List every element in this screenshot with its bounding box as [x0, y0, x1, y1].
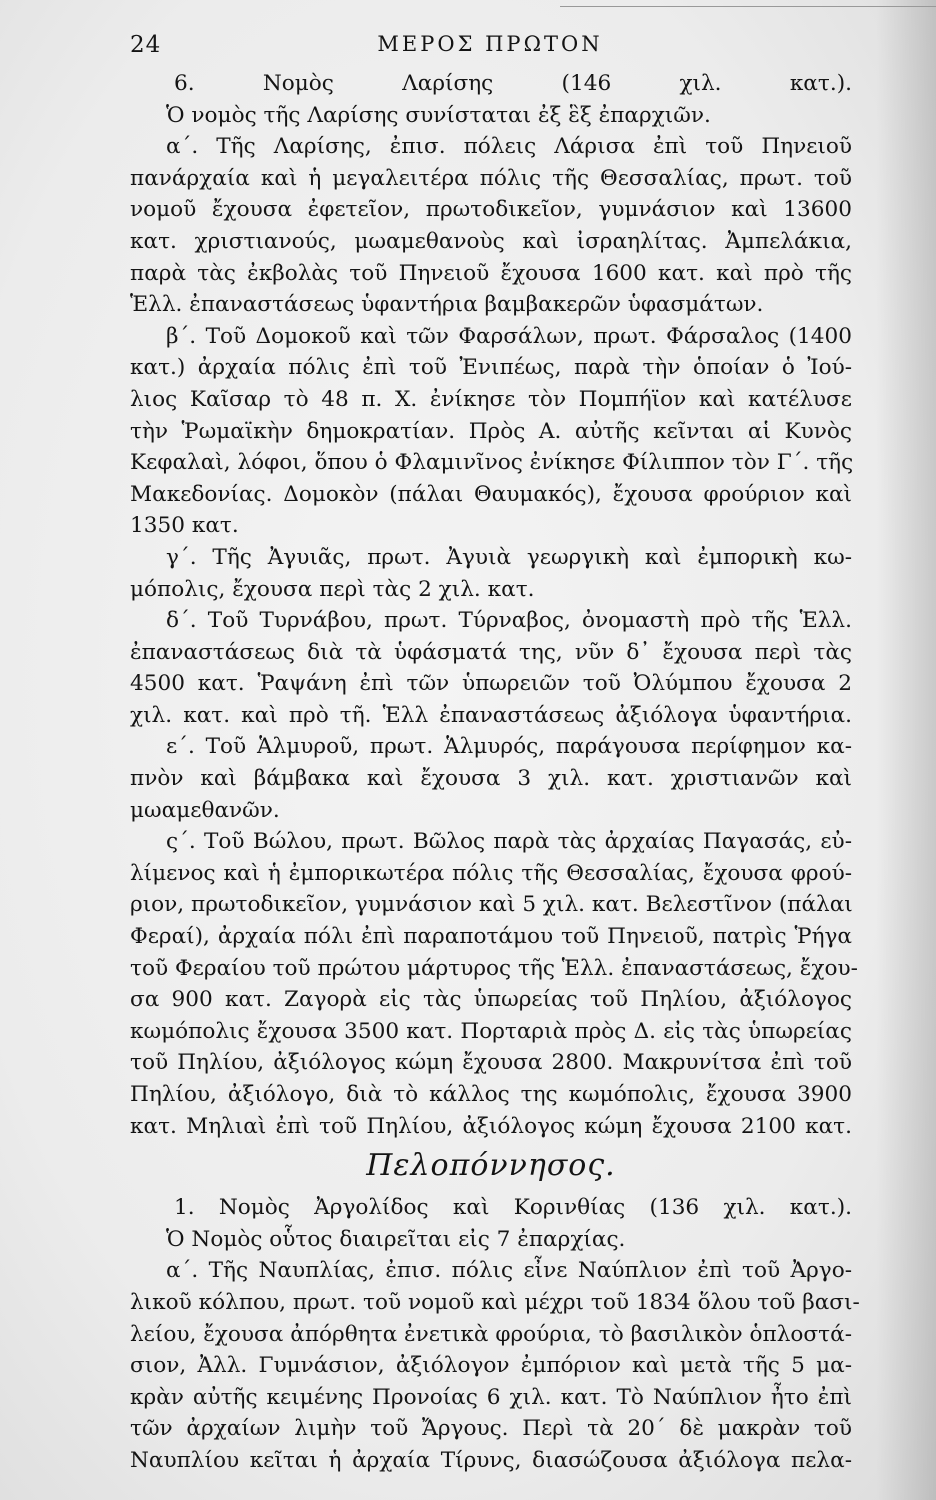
text-line: μωαμεθανῶν. [130, 797, 280, 823]
text-line: κατ. χριστιανούς, μωαμεθανοὺς καὶ ἰσραηλίτας. Ἀμπελάκια, [130, 228, 852, 254]
text-line: πανάρχαία καὶ ἡ μεγαλειτέρα πόλις τῆς Θεσσαλίας, πρωτ. τοῦ [130, 165, 852, 191]
text-line: κατ.) ἀρχαία πόλις ἐπὶ τοῦ Ἐνιπέως, παρὰ τὴν ὁποίαν ὁ Ἰού- [130, 355, 852, 381]
text-line: τῶν ἀρχαίων λιμὴν τοῦ Ἄργους. Περὶ τὰ 20΄ δὲ μακρὰν τοῦ [130, 1416, 852, 1442]
text-line: λικοῦ κόλπου, πρωτ. τοῦ νομοῦ καὶ μέχρι τοῦ 1834 ὅλου τοῦ βασι- [130, 1289, 860, 1315]
page-edge-shadow [876, 0, 936, 1500]
text-line: δ΄. Τοῦ Τυρνάβου, πρωτ. Τύρναβος, ὀνομαστὴ πρὸ τῆς Ἑλλ. [166, 608, 852, 634]
text-line: λιος Καῖσαρ τὸ 48 π. Χ. ἐνίκησε τὸν Πομπήϊον καὶ κατέλυσε [130, 386, 852, 412]
text-line: κωμόπολις ἔχουσα 3500 κατ. Πορταριὰ πρὸς Δ. εἰς τὰς ὑπωρείας [130, 1018, 852, 1044]
text-line: 6. Νομὸς Λαρίσης (146 χιλ. κατ.). [174, 71, 852, 96]
text-line: α΄. Τῆς Λαρίσης, ἐπισ. πόλεις Λάρισα ἐπὶ τοῦ Πηνειοῦ [166, 134, 852, 160]
page-top-rule [560, 6, 936, 7]
text-line: β΄. Τοῦ Δομοκοῦ καὶ τῶν Φαρσάλων, πρωτ. Φάρσαλος (1400 [166, 323, 852, 349]
text-line: ἐπαναστάσεως διὰ τὰ ὑφάσματά της, νῦν δ᾽ ἔχουσα περὶ τὰς [130, 639, 852, 665]
page-body [130, 68, 860, 1477]
text-block-thessaly [130, 68, 858, 1142]
text-line: Φεραί), ἀρχαία πόλι ἐπὶ παραποτάμου τοῦ Πηνειοῦ, πατρὶς Ῥήγα [130, 924, 852, 950]
page-number: 24 [130, 32, 162, 58]
text-line: 4500 κατ. Ῥαψάνη ἐπὶ τῶν ὑπωρειῶν τοῦ Ὀλύμπου ἔχουσα 2 [130, 671, 852, 697]
text-line: Ναυπλίου κεῖται ἡ ἀρχαία Τίρυνς, διασώζουσα ἀξιόλογα πελα- [130, 1447, 852, 1473]
text-block-peloponnese [130, 1192, 860, 1476]
text-line: λίμενος καὶ ἡ ἐμπορικωτέρα πόλις τῆς Θεσσαλίας, ἔχουσα φρού- [130, 860, 852, 886]
text-line: σιον, Ἀλλ. Γυμνάσιον, ἀξιόλογον ἐμπόριον καὶ μετὰ τῆς 5 μα- [130, 1353, 852, 1379]
text-line: ε΄. Τοῦ Ἁλμυροῦ, πρωτ. Ἁλμυρός, παράγουσα περίφημον κα- [166, 734, 852, 760]
text-line: Κεφαλαὶ, λόφοι, ὅπου ὁ Φλαμινῖνος ἐνίκησε Φίλιππον τὸν Γ΄. τῆς [130, 450, 854, 476]
text-line: α΄. Τῆς Ναυπλίας, ἐπισ. πόλις εἶνε Ναύπλιον ἐπὶ τοῦ Ἀργο- [166, 1258, 852, 1284]
text-line: κρὰν αὐτῆς κειμένης Προνοίας 6 χιλ. κατ. Τὸ Ναύπλιον ἦτο ἐπὶ [130, 1384, 852, 1410]
text-line: γ΄. Τῆς Ἀγυιᾶς, πρωτ. Ἀγυιὰ γεωργικὴ καὶ ἐμπορικὴ κω- [166, 544, 852, 570]
text-line: χιλ. κατ. καὶ πρὸ τῆ. Ἑλλ ἐπαναστάσεως ἀξιόλογα ὑφαντήρια. [130, 702, 852, 728]
text-line: τὴν Ῥωμαϊκὴν δημοκρατίαν. Πρὸς Α. αὐτῆς κεῖνται αἱ Κυνὸς [130, 418, 852, 444]
text-line: νομοῦ ἔχουσα ἐφετεῖον, πρωτοδικεῖον, γυμνάσιον καὶ 13600 [130, 197, 852, 223]
text-line: μόπολις, ἔχουσα περὶ τὰς 2 χιλ. κατ. [130, 576, 535, 602]
text-line: κατ. Μηλιαὶ ἐπὶ τοῦ Πηλίου, ἀξιόλογος κώμη ἔχουσα 2100 κατ. [130, 1113, 852, 1139]
running-head: ΜΕΡΟΣ ΠΡΩΤΟΝ [377, 32, 603, 56]
text-line: παρὰ τὰς ἐκβολὰς τοῦ Πηνειοῦ ἔχουσα 1600 κατ. καὶ πρὸ τῆς [130, 260, 852, 286]
text-line: πνὸν καὶ βάμβακα καὶ ἔχουσα 3 χιλ. κατ. χριστιανῶν καὶ [130, 766, 852, 792]
text-line: 1350 κατ. [130, 513, 239, 539]
text-line: Ὁ Νομὸς οὗτος διαιρεῖται εἰς 7 ἐπαρχίας. [166, 1226, 626, 1252]
text-line: ς΄. Τοῦ Βώλου, πρωτ. Βῶλος παρὰ τὰς ἀρχαίας Παγασάς, εὐ- [166, 829, 852, 855]
text-line: τοῦ Πηλίου, ἀξιόλογος κώμη ἔχουσα 2800. Μακρυνίτσα ἐπὶ τοῦ [130, 1050, 852, 1076]
text-line: 1. Νομὸς Ἀργολίδος καὶ Κορινθίας (136 χιλ. κατ.). [174, 1195, 852, 1221]
text-line: τοῦ Φεραίου τοῦ πρώτου μάρτυρος τῆς Ἑλλ. ἐπαναστάσεως, ἔχου- [130, 955, 858, 981]
text-line: Πηλίου, ἀξιόλογο, διὰ τὸ κάλλος της κωμόπολις, ἔχουσα 3900 [130, 1082, 852, 1107]
text-line: λείου, ἔχουσα ἀπόρθητα ἐνετικὰ φρούρια, τὸ βασιλικὸν ὁπλοστά- [130, 1321, 852, 1347]
text-line: Ἑλλ. ἐπαναστάσεως ὑφαντήρια βαμβακερῶν ὑφασμάτων. [130, 292, 764, 318]
section-heading: Πελοπόννησος. [366, 1148, 616, 1184]
text-line: Μακεδονίας. Δομοκὸν (πάλαι Θαυμακός), ἔχουσα φρούριον καὶ [130, 481, 852, 507]
text-line: ριον, πρωτοδικεῖον, γυμνάσιον καὶ 5 χιλ. κατ. Βελεστῖνον (πάλαι [130, 892, 853, 918]
page-header [130, 32, 850, 60]
text-line: Ὁ νομὸς τῆς Λαρίσης συνίσταται ἐξ ἓξ ἐπαρχιῶν. [166, 102, 711, 128]
text-line: σα 900 κατ. Ζαγορὰ εἰς τὰς ὑπωρείας τοῦ Πηλίου, ἀξιόλογος [130, 987, 852, 1013]
